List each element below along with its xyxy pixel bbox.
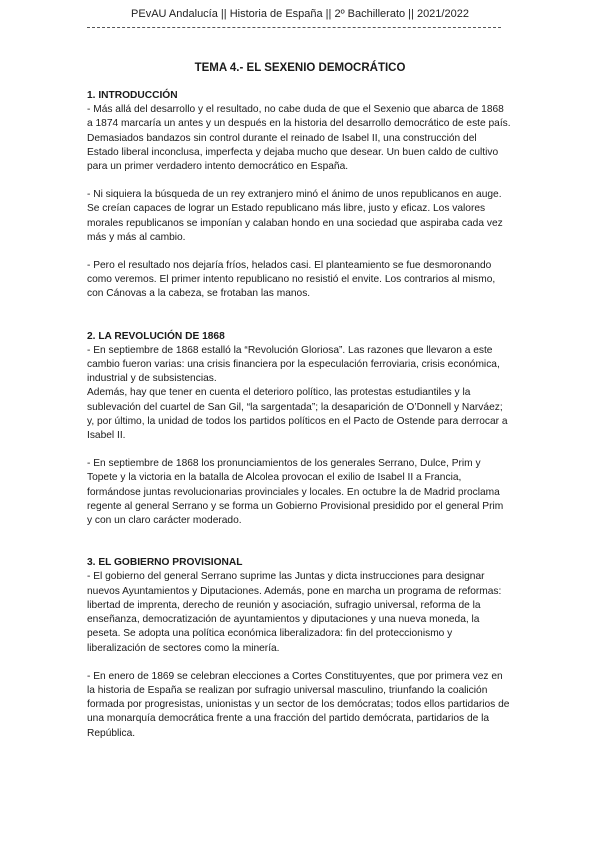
paragraph: Además, hay que tener en cuenta el deterioro político, las protestas estudiantiles y la sublevación del cuartel de San Gil, “la sargentada”; la desaparición de O’Donnell y Narváez; y, por último, la unidad de todos los partidos políticos en el Pacto de Ostende para derrocar a Isabel II. [87, 387, 508, 442]
paragraph: - Ni siquiera la búsqueda de un rey extranjero minó el ánimo de unos republicanos en auge. Se creían capaces de lograr un Estado republicano más libre, justo y eficaz. Los valores morales republicanos se imponían y calaban hondo en una sociedad que aspiraba cada vez más y más al cambio. [87, 189, 503, 243]
paragraph: - El gobierno del general Serrano suprime las Juntas y dicta instrucciones para designar nuevos Ayuntamientos y Diputaciones. Además, pone en marcha un programa de reformas: libertad de imprenta, derecho de reunión y asociación, sufragio universal, reforma de la enseñanza, democratización de ayuntamientos y diputaciones y una nueva moneda, la peseta. Se adopta una política económica liberalizadora: fin del proteccionismo y liberalización de sectores como la minería. [87, 571, 502, 654]
section-heading-gobierno-provisional: 3. EL GOBIERNO PROVISIONAL [87, 557, 243, 569]
section-heading-introduccion: 1. INTRODUCCIÓN [87, 90, 178, 101]
document-title: TEMA 4.- EL SEXENIO DEMOCRÁTICO [194, 62, 406, 74]
paragraph: - En septiembre de 1868 los pronunciamientos de los generales Serrano, Dulce, Prim y Topete y la victoria en la batalla de Alcolea provocan el exilio de Isabel II a Francia, formándose juntas revolucionarias provinciales y locales. En octubre la de Madrid proclama regente al general Serrano y se forma un Gobierno Provisional presidido por el general Prim y con un claro carácter moderado. [87, 458, 504, 527]
paragraph: - En enero de 1869 se celebran elecciones a Cortes Constituyentes, que por primera vez en la historia de España se realizan por sufragio universal masculino, triunfando la coalición formada por progresistas, unionistas y un sector de los demócratas; todos ellos partidarios de una monarquía democrática frente a una fracción del partido demócrata, partidarios de la República. [87, 670, 510, 739]
header-divider [87, 27, 501, 28]
paragraph: - En septiembre de 1868 estalló la “Revolución Gloriosa”. Las razones que llevaron a este cambio fueron varias: una crisis financiera por la especulación ferroviaria, crisis económica, industrial y de subsistencias. [87, 344, 500, 385]
page-header: PEvAU Andalucía || Historia de España || 2º Bachillerato || 2021/2022 [131, 8, 469, 20]
paragraph: - Más allá del desarrollo y el resultado, no cabe duda de que el Sexenio que abarca de 1868 a 1874 marcaría un antes y un después en la historia del desarrollo democrático de este país. Demasiados bandazos sin control durante el reinado de Isabel II, una construcción del Estado liberal inconclusa, imperfecta y dejaba mucho que desear. Un buen caldo de cultivo para un primer verdadero intento democrático en España. [87, 104, 511, 173]
paragraph: - Pero el resultado nos dejaría fríos, helados casi. El planteamiento se fue desmoronando como veremos. El primer intento republicano no resistió el envite. Los contrarios al mismo, con Cánovas a la cabeza, se frotaban las manos. [87, 260, 496, 300]
section-heading-revolucion: 2. LA REVOLUCIÓN DE 1868 [87, 330, 225, 342]
document-body [87, 89, 511, 741]
